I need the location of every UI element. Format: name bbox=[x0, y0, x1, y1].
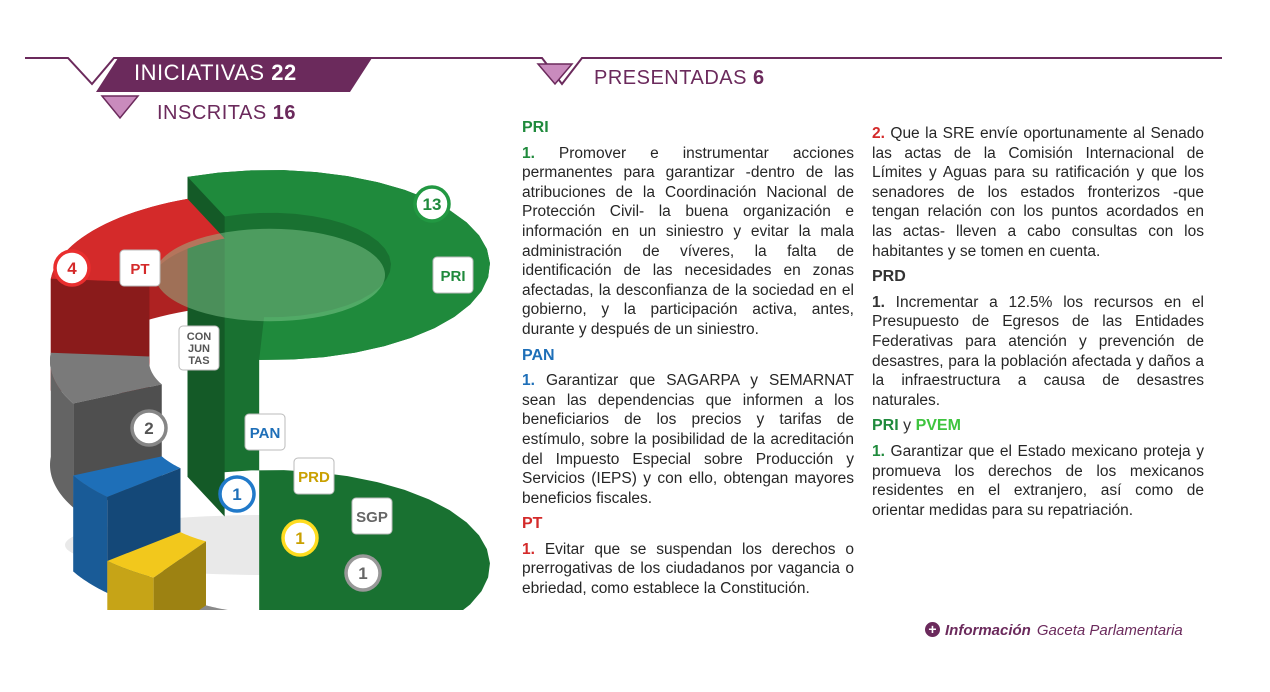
initiative-item bbox=[522, 540, 854, 599]
source-footer bbox=[925, 622, 1183, 639]
initiative-text: Que la SRE envíe oportunamente al Senado las actas de la Comisión Internacional de Límites y Aguas para su ratificación y que los senadores de los estados fronterizos -que tengan relación con los puntos acordados en las actas- lleven a cabo consultas con los habitantes y se tomen en cuenta. bbox=[872, 125, 1204, 260]
party-logo-label: JUN bbox=[187, 343, 211, 355]
initiative-item bbox=[872, 293, 1204, 411]
iniciativas-label: INICIATIVAS bbox=[134, 60, 265, 85]
value-label: 4 bbox=[67, 259, 77, 278]
party-logo-label: SGP bbox=[356, 509, 388, 526]
initiative-item bbox=[522, 144, 854, 340]
source-label: Información bbox=[945, 622, 1031, 639]
initiatives-column-left bbox=[522, 118, 854, 605]
value-label: 1 bbox=[295, 529, 305, 548]
party-logo-label: PAN bbox=[249, 425, 281, 442]
initiatives-column-right bbox=[872, 124, 1204, 526]
presentadas-title bbox=[594, 67, 765, 90]
party-heading bbox=[522, 346, 854, 366]
party-name: PVEM bbox=[915, 417, 961, 435]
party-name: PRI bbox=[522, 119, 549, 136]
presentadas-triangle-icon bbox=[538, 64, 572, 84]
initiative-text: Evitar que se suspendan los derechos o prerrogativas de los ciudadanos por vagancia o ebriedad, como establece la Constitución. bbox=[522, 540, 854, 598]
ring-inner-highlight bbox=[155, 229, 385, 322]
inscritas-label: INSCRITAS bbox=[157, 102, 267, 124]
party-heading bbox=[872, 416, 1204, 436]
iniciativas-title bbox=[134, 60, 297, 86]
party-logo-label: CON bbox=[186, 331, 212, 343]
initiative-text: Garantizar que SAGARPA y SEMARNAT sean las dependencias que informen a los beneficiarios de los precios y tarifas de estímulo, sobre la posibilidad de la acreditación del Impuesto Especial sobre Producción y Servicios (IEPS) y con ello, obtengan mayores beneficios fiscales. bbox=[522, 372, 854, 507]
party-logo-label: PRI bbox=[440, 268, 466, 285]
party-logo-label: TAS bbox=[188, 355, 210, 367]
plus-icon: + bbox=[925, 622, 940, 637]
party-heading bbox=[522, 514, 854, 534]
party-join: y bbox=[898, 417, 916, 435]
value-label: 13 bbox=[422, 195, 442, 214]
initiative-number: 2. bbox=[872, 125, 885, 142]
initiatives-ring-chart bbox=[30, 150, 510, 610]
initiative-text: Incrementar a 12.5% los recursos en el Presupuesto de Egresos de las Entidades Federativas para atención y prevención de desastres, para la población afectada y daños a la infraestructura a causa de desastres naturales. bbox=[872, 293, 1204, 409]
value-label: 2 bbox=[144, 419, 154, 438]
initiative-number: 1. bbox=[522, 144, 535, 162]
inscritas-title bbox=[157, 102, 296, 125]
initiative-item bbox=[872, 442, 1204, 520]
initiative-item bbox=[522, 371, 854, 508]
inscritas-triangle-icon bbox=[102, 96, 138, 118]
party-name: PRD bbox=[872, 268, 906, 286]
party-logo-label: PT bbox=[130, 261, 150, 278]
source-name: Gaceta Parlamentaria bbox=[1036, 622, 1183, 639]
inscritas-count: 16 bbox=[272, 102, 297, 124]
initiative-number: 1. bbox=[522, 372, 535, 390]
presentadas-label: PRESENTADAS bbox=[594, 67, 747, 89]
initiative-number: 1. bbox=[522, 540, 535, 558]
value-label: 1 bbox=[358, 564, 368, 583]
party-name: PAN bbox=[522, 346, 555, 364]
party-heading bbox=[522, 118, 854, 138]
party-heading bbox=[872, 267, 1204, 287]
presentadas-count: 6 bbox=[753, 67, 765, 89]
initiative-text: Promover e instrumentar acciones permanentes para garantizar -dentro de las atribuciones de la Coordinación Nacional de Protección Civil- la buena organización e información en un siniestro y evitar la mala administración de víveres, la falta de identificación de las necesidades en zonas afectadas, la desconfianza de la sociedad en el gobierno, y la participación activa, antes, durante y después de un siniestro. bbox=[522, 144, 854, 338]
party-name: PRI bbox=[872, 417, 899, 435]
initiative-number: 1. bbox=[872, 293, 885, 311]
value-label: 1 bbox=[232, 485, 242, 504]
party-name: PT bbox=[522, 515, 543, 533]
initiative-item bbox=[872, 124, 1204, 261]
party-logo-label: PRD bbox=[298, 469, 330, 486]
initiative-number: 1. bbox=[872, 442, 885, 460]
initiative-text: Garantizar que el Estado mexicano proteja y promueva los derechos de los mexicanos residentes en el extranjero, así como de orientar medidas para su repatriación. bbox=[872, 442, 1204, 519]
iniciativas-count: 22 bbox=[271, 60, 297, 85]
